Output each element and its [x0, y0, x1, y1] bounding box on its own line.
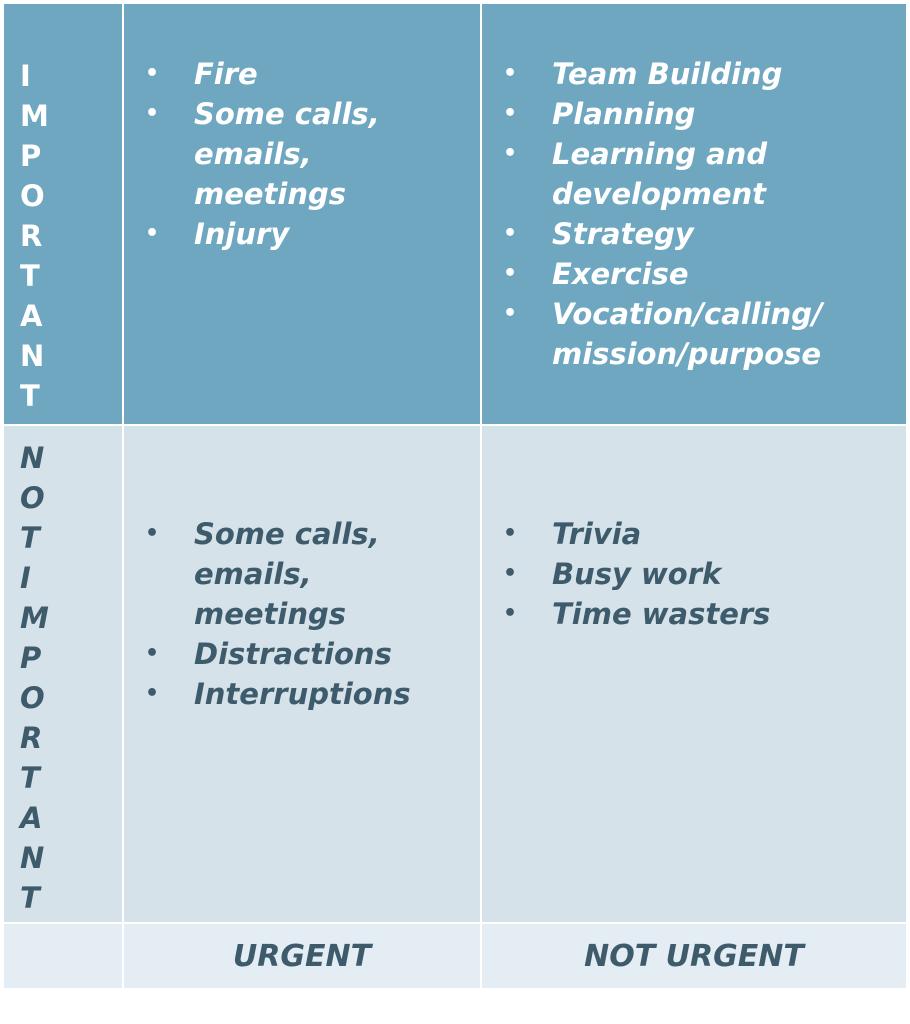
bullet-icon: • — [144, 641, 160, 666]
list-item-text: Interruptions — [194, 677, 411, 711]
important-letter: A — [20, 299, 43, 333]
bullet-icon: • — [502, 221, 518, 246]
not-important-letter: I — [20, 561, 31, 595]
urgent-column-label-cell — [124, 924, 480, 988]
quadrant-not-urgent-important — [482, 4, 906, 424]
list-item-text: Distractions — [194, 637, 392, 671]
bullet-icon: • — [502, 141, 518, 166]
list-item — [142, 514, 468, 634]
eisenhower-matrix — [4, 4, 906, 988]
list-item-text: Strategy — [552, 217, 694, 251]
list-item — [500, 594, 894, 634]
important-letter: I — [20, 59, 31, 93]
bullet-icon: • — [502, 601, 518, 626]
list-item — [500, 94, 894, 134]
not-important-letter: N — [20, 841, 45, 875]
not-urgent-column-label: NOT URGENT — [584, 938, 804, 974]
list-item — [500, 134, 894, 214]
bullet-icon: • — [502, 261, 518, 286]
bullet-icon: • — [144, 221, 160, 246]
not-important-letter: P — [20, 641, 42, 675]
not-important-letter: M — [20, 601, 49, 635]
list-item-text: Team Building — [552, 57, 783, 91]
bullet-icon: • — [502, 301, 518, 326]
not-urgent-column-label-cell — [482, 924, 906, 988]
list-item — [500, 514, 894, 554]
quadrant-urgent-not-important — [124, 426, 480, 922]
list-item — [142, 214, 468, 254]
list-item-text: Fire — [194, 57, 258, 91]
list-item-text: Trivia — [552, 517, 642, 551]
not-important-letter: T — [20, 881, 40, 915]
list-item-text: Exercise — [552, 257, 689, 291]
important-letter: N — [20, 339, 45, 373]
not-important-letter: O — [20, 481, 45, 515]
important-letter: R — [20, 219, 43, 253]
list-item — [500, 554, 894, 594]
list-item-text: Busy work — [552, 557, 722, 591]
list-item-text: Some calls, emails, meetings — [194, 97, 380, 211]
list-item-text: Planning — [552, 97, 696, 131]
not-important-letter: A — [20, 801, 43, 835]
list-item-text: Some calls, emails, meetings — [194, 517, 380, 631]
list-item — [500, 254, 894, 294]
urgent-column-label: URGENT — [232, 938, 372, 974]
list-item-text: Injury — [194, 217, 290, 251]
list-item-text: Time wasters — [552, 597, 771, 631]
bullet-icon: • — [502, 561, 518, 586]
quadrant-urgent-important — [124, 4, 480, 424]
bullet-icon: • — [144, 521, 160, 546]
list-item — [500, 214, 894, 254]
important-letter: O — [20, 179, 45, 213]
list-item — [142, 94, 468, 214]
not-important-letter: O — [20, 681, 45, 715]
not-important-letter: T — [20, 761, 40, 795]
not-important-letter: T — [20, 521, 40, 555]
important-letter: T — [20, 379, 40, 413]
bullet-icon: • — [144, 61, 160, 86]
important-letter: P — [20, 139, 42, 173]
not-urgent-important-list — [500, 54, 894, 374]
bullet-icon: • — [502, 101, 518, 126]
important-row-label — [4, 4, 122, 424]
corner-cell — [4, 924, 122, 988]
not-important-letter: R — [20, 721, 43, 755]
list-item-text: Learning and development — [552, 137, 768, 211]
bullet-icon: • — [144, 101, 160, 126]
important-letter: T — [20, 259, 40, 293]
list-item — [142, 634, 468, 674]
list-item — [500, 294, 894, 374]
not-important-row-label — [4, 426, 122, 922]
not-important-letter: N — [20, 441, 45, 475]
list-item-text: Vocation/calling/ mission/purpose — [552, 297, 823, 371]
list-item — [500, 54, 894, 94]
bullet-icon: • — [502, 521, 518, 546]
quadrant-not-urgent-not-important — [482, 426, 906, 922]
urgent-important-list — [142, 54, 468, 254]
bullet-icon: • — [144, 681, 160, 706]
list-item — [142, 674, 468, 714]
bullet-icon: • — [502, 61, 518, 86]
urgent-not-important-list — [142, 514, 468, 714]
not-urgent-not-important-list — [500, 514, 894, 634]
important-letter: M — [20, 99, 49, 133]
list-item — [142, 54, 468, 94]
